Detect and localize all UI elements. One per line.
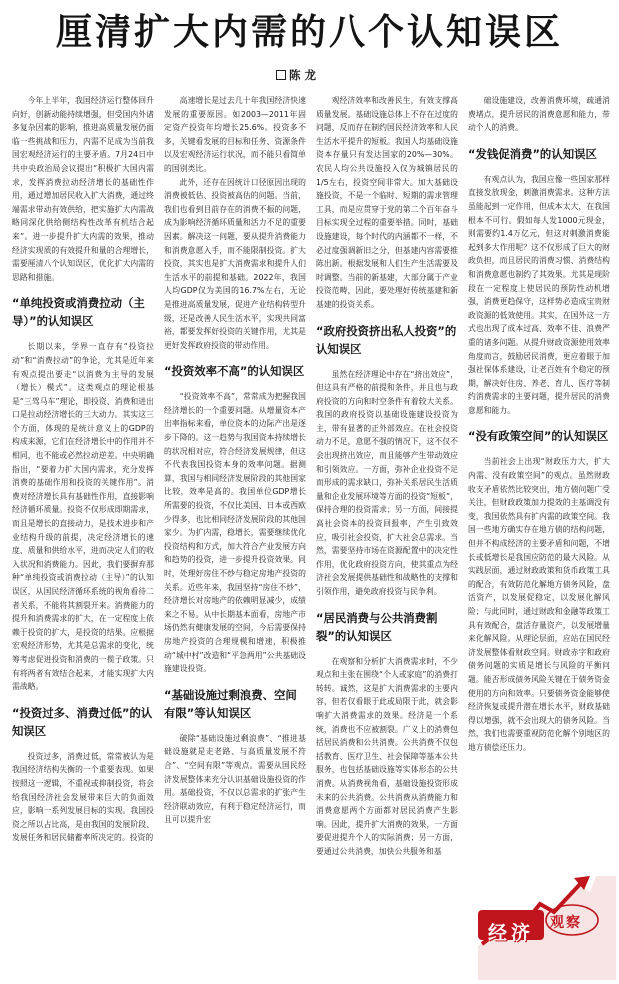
section-heading: “发钱促消费”的认知误区	[468, 146, 597, 161]
column-1	[12, 94, 154, 845]
paragraph: 高速增长是过去几十年我国经济快速发展的重要原因。如2003—2011年固定资产投资年均增长25.6%。投资多不多，关键看发展的目标和任务、资源条件以及宏观经济运行状况，而不能只看简单的国别类比。	[164, 96, 306, 173]
paragraph: 有观点认为，我国应像一些国家那样直接发放现金，刺激消费需求。这种方法虽能起到一定作用，但成本太大，在我国根本不可行。假如每人发1000元现金，则需要约1.4万亿元，但这对刺激消费能起到多大作用呢？这不仅形成了巨大的财政负担，而且居民的消费习惯、消费结构和消费意愿也制约了其效果。尤其是现阶段在一定程度上使居民的预防性动机增强，消费更趋保守，这样势必造成宝贵财政资源的低效使用。其实，在国外这一方式也出现了成本过高、效率不佳、浪费严重的诸多问题。从提升财政资源使用效率角度而言，鼓励居民消费，更应着眼于加强社保体系建设，让老百姓有个稳定的预期，解决好住房、养老、育儿、医疗等制约消费需求的主要问题，提升居民的消费意愿和能力。	[468, 174, 610, 415]
column-3	[316, 94, 458, 859]
byline	[276, 67, 316, 83]
paragraph: 今年上半年，我国经济运行整体回升向好，创新动能持续增强，但受国内外诸多复杂因素的影响，推进高质量发展仍面临一些挑战和压力，内需不足成为当前我国宏观经济运行的主要矛盾。7月24日中共中央政治局会议提出“积极扩大国内需求，发挥消费拉动经济增长的基础性作用，通过增加居民收入扩大消费，通过终端需求带动有效供给，把实施扩大内需战略同深化供给侧结构性改革有机结合起来”。进一步提升扩大内需的效果，推动经济实现质的有效提升和量的合理增长，需要厘清八个认知误区，优化扩大内需的思路和措施。	[12, 96, 154, 282]
paragraph: 投资过多，消费过低，常常被认为是我国经济结构失衡的一个重要表现。如果按照这一逻辑，不重视或抑制投资，将会给我国经济社会发展带来巨大的负面效应，影响一系列发展目标的实现。我国投资之所以占比高，是由我国的发展阶段、发展任务和居民储蓄率所决定的。投资的	[12, 751, 154, 843]
section-heading: “单纯投资或消费拉动（主导）”的认知误区	[12, 296, 145, 329]
section-heading: “没有政策空间”的认知误区	[468, 429, 609, 444]
section-heading: “政府投资挤出私人投资”的认知误区	[316, 323, 457, 356]
byline-box-icon	[276, 70, 286, 80]
column-4	[468, 94, 610, 755]
page-title: 厘清扩大内需的八个认知误区	[55, 11, 563, 53]
paragraph: 长期以来，学界一直存有“投资拉动”和“消费拉动”的争论，尤其是近年来有观点提出要走“以消费为主导的发展（增长）模式”。这类观点的理论根基是“三驾马车”理论，即投资、消费和进出口是拉动经济增长的三大动力。其实这三个方面，体现的是统计意义上的GDP的构成来源，它们在经济增长中的作用并不相同，也不能或必然拉动逆差。中央明确指出，“要着力扩大国内需求，充分发挥消费的基础作用和投资的关键作用”。消费对经济增长具有基础性作用，直接影响经济循环质量。投资不仅形成即期需求，而且是增长的直接动力，是技术进步和产业结构升级的前提，决定经济增长的速度、质量和供给水平，进而决定人们的收入状况和消费能力。因此，我们要摒弃那种“单纯投资或消费拉动（主导）”的认知误区，从国民经济循环系统的视角看待二者关系，不能将其割裂开来。消费能力的提升和消费需求的扩大，在一定程度上依赖于投资的扩大，是投资的结果。应根据宏观经济形势，尤其是总需求的变化，统筹考虑促进投资和消费的一揽子政策。只有将两者有效结合起来，才能实现扩大内需战略。	[12, 342, 154, 692]
paragraph: 观经济效率和改善民生，有效支撑高质量发展。基础设施总体上不存在过度的问题，反而存在制约国民经济效率和人民生活水平提升的短板。我国人均基础设施资本存量只有发达国家的20%—30%。农民人均公共设施投入仅为城镇居民的1/5左右，投资空间非常大。加大基础设施投资，不是一个临时、短期的需求管理工具，而是应贯穿于党的第二个百年奋斗目标实现全过程的重要举措。同时，基础设施建设，每个时代的内涵都不一样，不必过度强调新旧之分，但基建内容需要推陈出新。根据发展和人们生产生活需要及时调整。当前的新基建，大部分属于产业投资范畴，因此，要处理好传统基建和新基建的投资关系。	[316, 96, 458, 309]
section-heading: “基础设施过剩浪费、空间有限”等认知误区	[164, 687, 297, 720]
section-heading: “投资效率不高”的认知误区	[164, 364, 305, 379]
column-2	[164, 94, 306, 827]
paragraph: “投资效率不高”，常常成为把握我国经济增长的一个重要问题。从增量资本产出率指标来看，单位资本的边际产出是逐步下降的。这一趋势与我国资本持续增长的状况相对应，符合经济发展规律，但这不代表我国投资本身的效率问题。据测算，我国与相同经济发展阶段的其他国家比较，效率是高的。我国单位GDP增长所需要的投资，不仅比美国、日本或西欧少得多，也比相同经济发展阶段的其他国家少。为扩内需，稳增长，需要继续优化投资结构和方式，加大符合产业发展方向和趋势的投资，进一步提升投资效果。同时，处理好房住不炒与稳定房地产投资的关系。近些年来，我国坚持“房住不炒”，经济增长对房地产的依赖明显减少，成绩来之不易。从中长期基本面看，房地产市场仍然有健康发展的空间，今后需要保持房地产投资的合理规模和增速，积极推动“城中村”改造和“平急两用”公共基础设施建设投资。	[164, 392, 306, 674]
logo-text-economy: 经济	[488, 922, 535, 944]
paragraph: 础设施建设，改善消费环境，疏通消费堵点，提升居民的消费意愿和能力，带动个人的消费。	[468, 96, 610, 133]
logo-text-observation: 观察	[550, 915, 582, 931]
author-name: 陈 龙	[289, 68, 317, 82]
paragraph: 破除“基础设施过剩浪费”、“推进基础设施就是走老路、与高质量发展不符合”、“空间有限”等观点。需要从国民经济发展整体来充分认识基础设施投资的作用。基础投资，不仅以总需求的扩张产生经济联动效应，有利于稳定经济运行，而且可以提升宏	[164, 733, 306, 825]
section-heading: “投资过多、消费过低”的认知误区	[12, 705, 153, 738]
paragraph: 在观察和分析扩大消费需求时，不少观点和主张在围绕“个人或家庭”的消费打转转。诚然，这是扩大消费需求的主要内容，但若仅看眼于此或局限于此，就会影响扩大消费需求的效果。经济是一个系统，消费也不应被割裂。广义上的消费包括居民消费和公共消费。公共消费不仅包括教育、医疗卫生、社会保障等基本公共服务，也包括基础设施等实体形态的公共消费。从消费视角看，基础设施投资形成未来的公共消费。公共消费从消费能力和消费意愿两个方面都对居民消费产生影响。因此，提升扩大消费的效果，一方面要促进提升个人的实际消费；另一方面，要通过公共消费，加快公共服务和基	[316, 656, 458, 856]
paragraph: 此外，还存在因统计口径原因出现的消费被低估、投资被高估的问题。当前，我们也看到目前存在的消费不振的问题，成为影响经济循环质量和活力不足的重要因素。解决这一问题，要从提升消费能力和消费意愿入手，而不能限制投资。扩大投资，其实也是扩大消费需求和提升人们生活水平的前提和基础。2022年，我国人均GDP仅为美国的16.7%左右，无论是推进高质量发展，促进产业结构转型升级，还是改善人民生活水平，实现共同富裕，都要发挥好投资的关键作用，尤其是更好发挥政府投资的带动作用。	[164, 177, 306, 350]
paragraph: 虽然在经济理论中存在“挤出效应”，但这具有严格的前提和条件，并且也与政府投资的方向和时空条件有着较大关系。我国的政府投资以基础设施建设投资为主，带有显著的正外部效应。在社会投资动力不足，意愿不强的情况下，这不仅不会出现挤出效应，而且能够产生带动效应和引领效应。一方面，弥补企业投资不足而形成的需求缺口，弥补关系居民生活质量和企业发展环境等方面的投资“短板”，保持合理的投资需求；另一方面，间接提高社会资本的投资回报率，产生引致效应，吸引社会投资，扩大社会总需求。当然，需要坚持市场在资源配置中的决定性作用，优化政府投资方向，使其重点为经济社会发展提供基础性和战略性的支撑和引领作用，避免政府投资与民争利。	[316, 369, 458, 596]
economic-observation-logo	[478, 876, 616, 980]
paragraph: 当前社会上出现“财政压力大，扩大内需、没有政策空间”的观点。虽然财政收支矛盾依然比较突出，地方债问题广受关注，但财政政策加力提效的主基调没有变，我国依然具有扩内需的政策空间。我国一些地方确实存在地方债的结构问题，但并不构成经济的主要矛盾和问题，不增长或低增长是我国应防范的最大风险。从实践层面，通过财政政策和货币政策工具的配合，有效防范化解地方债务风险，盘活资产，以发展促稳定，以发展化解风险；与此同时，通过财政和金融等政策工具有效配合，盘活存量资产，以发展增量来化解风险。从理论层面，应站在国民经济发展整体看财政空间。财政赤字和政府债务问题的实质是增长与风险的平衡问题。能否形成债务风险关键在于债务资金使用的方向和效率。只要债务资金能够使经济恢复或提升潜在增长水平，财政基础得以增强，就不会出现大的债务风险。当然，我们也需要重视防范化解个别地区的地方债偿还压力。	[468, 457, 610, 752]
section-heading: “居民消费与公共消费割裂”的认知误区	[316, 610, 438, 643]
